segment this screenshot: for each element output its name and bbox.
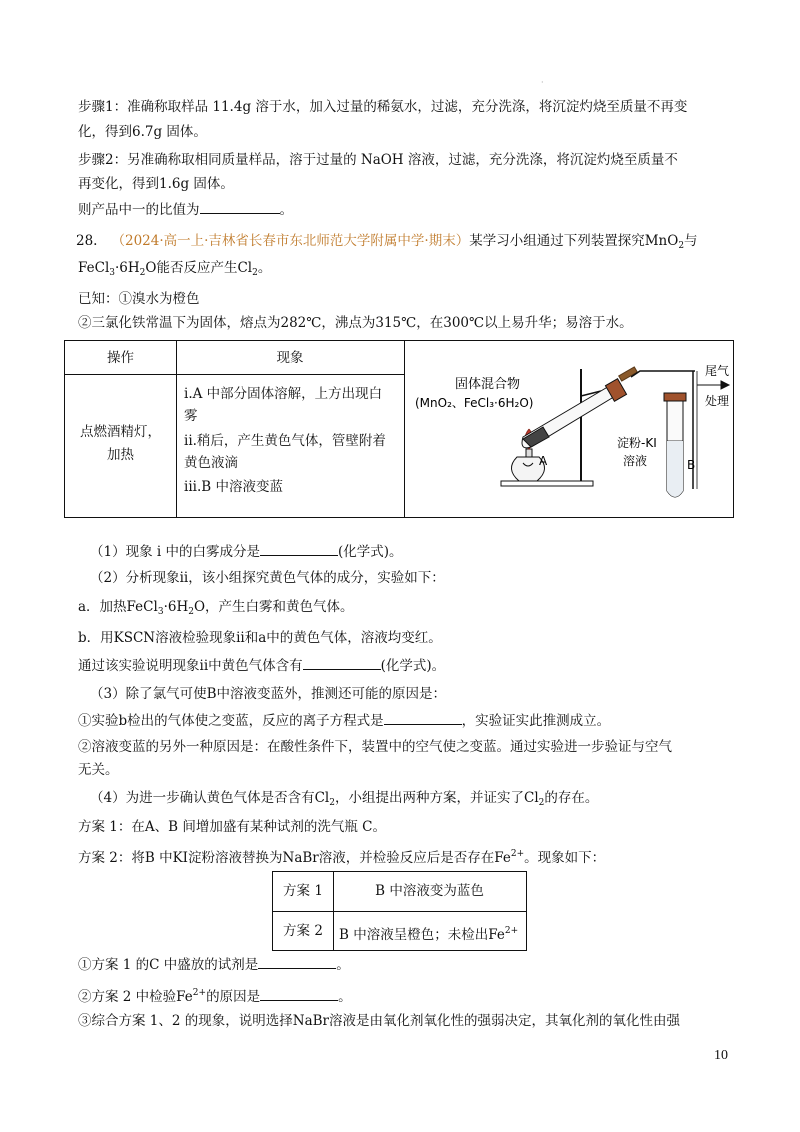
plan1-label: 方案 1 — [283, 883, 323, 899]
q3-1-blank[interactable] — [384, 711, 462, 725]
sub-q2-tail: 的原因是 — [206, 989, 261, 1005]
tail-gas-label-1: 尾气 — [705, 364, 730, 378]
sub-2b: 2 — [252, 268, 258, 278]
apparatus-diagram — [405, 341, 734, 517]
solution-label-1: 淀粉-KI — [617, 436, 657, 450]
sub-q1-blank[interactable] — [258, 955, 336, 969]
sub-q2-sup: 2+ — [192, 988, 207, 998]
q1-text: （1）现象 i 中的白雾成分是 — [90, 544, 260, 560]
q2a-sub1: 3 — [157, 607, 164, 617]
period: 。 — [279, 202, 293, 218]
q4-sub1: 2 — [329, 798, 335, 808]
q4-sub2: 2 — [538, 798, 545, 808]
ratio-text: 则产品中一的比值为 — [78, 202, 200, 218]
phenomenon-3: iii.B 中溶液变蓝 — [184, 479, 283, 495]
header-operation: 操作 — [107, 350, 134, 366]
plan2-label: 方案 2 — [283, 923, 323, 939]
plan-result-table — [272, 871, 527, 951]
q2a-tail: O，产生白雾和黄色气体。 — [193, 599, 354, 615]
known-1: 已知：①溴水为橙色 — [78, 291, 200, 307]
q3-1-text: ①实验b检出的气体使之变蓝，反应的离子方程式是 — [78, 713, 384, 729]
plan-row-divider — [273, 911, 526, 912]
q2c-text: 通过该实验说明现象ii中黄色气体含有 — [78, 658, 303, 674]
formula-h: ·6H — [115, 260, 140, 276]
plan2-sup: 2+ — [510, 849, 525, 859]
q2c-tail: (化学式)。 — [380, 658, 446, 674]
plan1-value: B 中溶液变为蓝色 — [375, 883, 484, 899]
plan1: 方案 1：在A、B 间增加盛有某种试剂的洗气瓶 C。 — [78, 819, 386, 835]
step1-line2: 化，得到6.7g 固体。 — [78, 124, 207, 140]
sub-q1-tail: 。 — [336, 957, 350, 973]
experiment-table — [64, 340, 734, 518]
q4 — [90, 788, 740, 813]
sub-2: 2 — [139, 268, 146, 278]
phenomenon-2: ii.稍后，产生黄色气体，管壁附着 — [184, 433, 386, 449]
plan2-value-text: B 中溶液呈橙色；未检出Fe — [339, 927, 505, 943]
plan2-value — [339, 920, 518, 946]
q3-1-tail: ，实验证实此推测成立。 — [461, 713, 611, 729]
sub-q3: ③综合方案 1、2 的现象，说明选择NaBr溶液是由氧化剂氧化性的强弱决定，其氧化剂的氧化性由强 — [78, 1013, 680, 1029]
q2b: b．用KSCN溶液检验现象ii和a中的黄色气体，溶液均变红。 — [78, 630, 442, 646]
q28-intro-sub: 2 — [678, 241, 685, 251]
sub-3: 3 — [109, 268, 115, 278]
header-phenomenon: 现象 — [276, 350, 304, 366]
q2: （2）分析现象ii，该小组探究黄色气体的成分，实验如下： — [90, 570, 445, 586]
plan2-tail: 。现象如下： — [524, 850, 606, 866]
plan2-value-sup: 2+ — [504, 926, 519, 936]
formula-fecl: FeCl — [78, 260, 110, 276]
q3-2b: 无关。 — [78, 762, 119, 778]
step1-line1: 步骤1：准确称取样品 11.4g 溶于水，加入过量的稀氨水，过滤，充分洗涤，将沉淀灼烧至质量不再变 — [78, 99, 688, 115]
q1 — [90, 542, 740, 562]
exhaust-arrow-icon — [697, 381, 729, 389]
operation-line1: 点燃酒精灯， — [80, 424, 161, 440]
tail-gas-label-2: 处理 — [705, 394, 730, 408]
sub-q1-text: ①方案 1 的C 中盛放的试剂是 — [78, 957, 259, 973]
q4-mid: ，小组提出两种方案，并证实了Cl — [334, 790, 539, 806]
q2a — [78, 597, 728, 622]
q28-number: 28. — [76, 233, 98, 249]
period: 。 — [257, 260, 272, 276]
top-mark: · — [541, 78, 544, 87]
q3: （3）除了氯气可使B中溶液变蓝外，推测还可能的原因是： — [90, 686, 447, 702]
test-tube-b — [664, 393, 686, 497]
phenomenon-1: i.A 中部分固体溶解，上方出现白 — [184, 386, 383, 402]
step2-line1: 步骤2：另准确称取相同质量样品，溶于过量的 NaOH 溶液，过滤，充分洗涤，将沉淀灼烧至质量不 — [78, 152, 678, 168]
answer-blank[interactable] — [200, 200, 280, 214]
sub-q1 — [78, 955, 728, 975]
label-a: A — [539, 454, 548, 468]
q2c — [78, 656, 728, 676]
q28-line2 — [78, 258, 728, 283]
operation-line2: 加热 — [107, 447, 134, 463]
plan2-pre: 方案 2：将B 中KI淀粉溶液替换为NaBr溶液，并检验反应后是否存在Fe — [78, 850, 511, 866]
q1-tail: (化学式)。 — [338, 544, 403, 560]
q2a-pre: a．加热FeCl — [78, 599, 158, 615]
formula-text: O能否反应产生Cl — [145, 260, 253, 276]
q2a-mid: ·6H — [163, 599, 189, 615]
q2c-blank[interactable] — [303, 656, 381, 670]
q28-source: （2024·高一上·吉林省长春市东北师范大学附属中学·期末） — [111, 233, 470, 249]
q1-blank[interactable] — [260, 542, 338, 556]
sub-q2-pre: ②方案 2 中检验Fe — [78, 989, 193, 1005]
phenomenon-2b: 黄色液滴 — [184, 455, 238, 471]
q3-1 — [78, 711, 728, 731]
page-number: 10 — [714, 1048, 728, 1063]
q4-pre: （4）为进一步确认黄色气体是否含有Cl — [90, 790, 330, 806]
q28-intro-tail: 与 — [684, 233, 698, 249]
sub-q2 — [78, 983, 728, 1007]
phenomenon-1b: 雾 — [184, 408, 198, 424]
mixture-formula: (MnO₂、FeCl₃·6H₂O) — [415, 396, 534, 410]
sub-q2-end: 。 — [338, 989, 352, 1005]
q4-tail: 的存在。 — [544, 790, 599, 806]
q28-intro — [76, 231, 726, 256]
plan2 — [78, 844, 728, 868]
q28-intro-text: 某学习小组通过下列装置探究MnO — [469, 233, 679, 249]
q2a-sub2: 2 — [188, 607, 194, 617]
step2-line2: 再变化，得到1.6g 固体。 — [78, 176, 234, 192]
q3-2a: ②溶液变蓝的另外一种原因是：在酸性条件下，装置中的空气使之变蓝。通过实验进一步验证与空气 — [78, 739, 672, 755]
header-divider — [65, 374, 404, 375]
mixture-label: 固体混合物 — [455, 377, 521, 392]
ratio-line — [78, 200, 728, 220]
sub-q2-blank[interactable] — [260, 987, 338, 1001]
label-b: B — [687, 458, 696, 472]
known-2: ②三氯化铁常温下为固体，熔点为282℃，沸点为315℃，在300℃以上易升华；易溶于水。 — [78, 315, 633, 331]
solution-label-2: 溶液 — [623, 454, 648, 468]
